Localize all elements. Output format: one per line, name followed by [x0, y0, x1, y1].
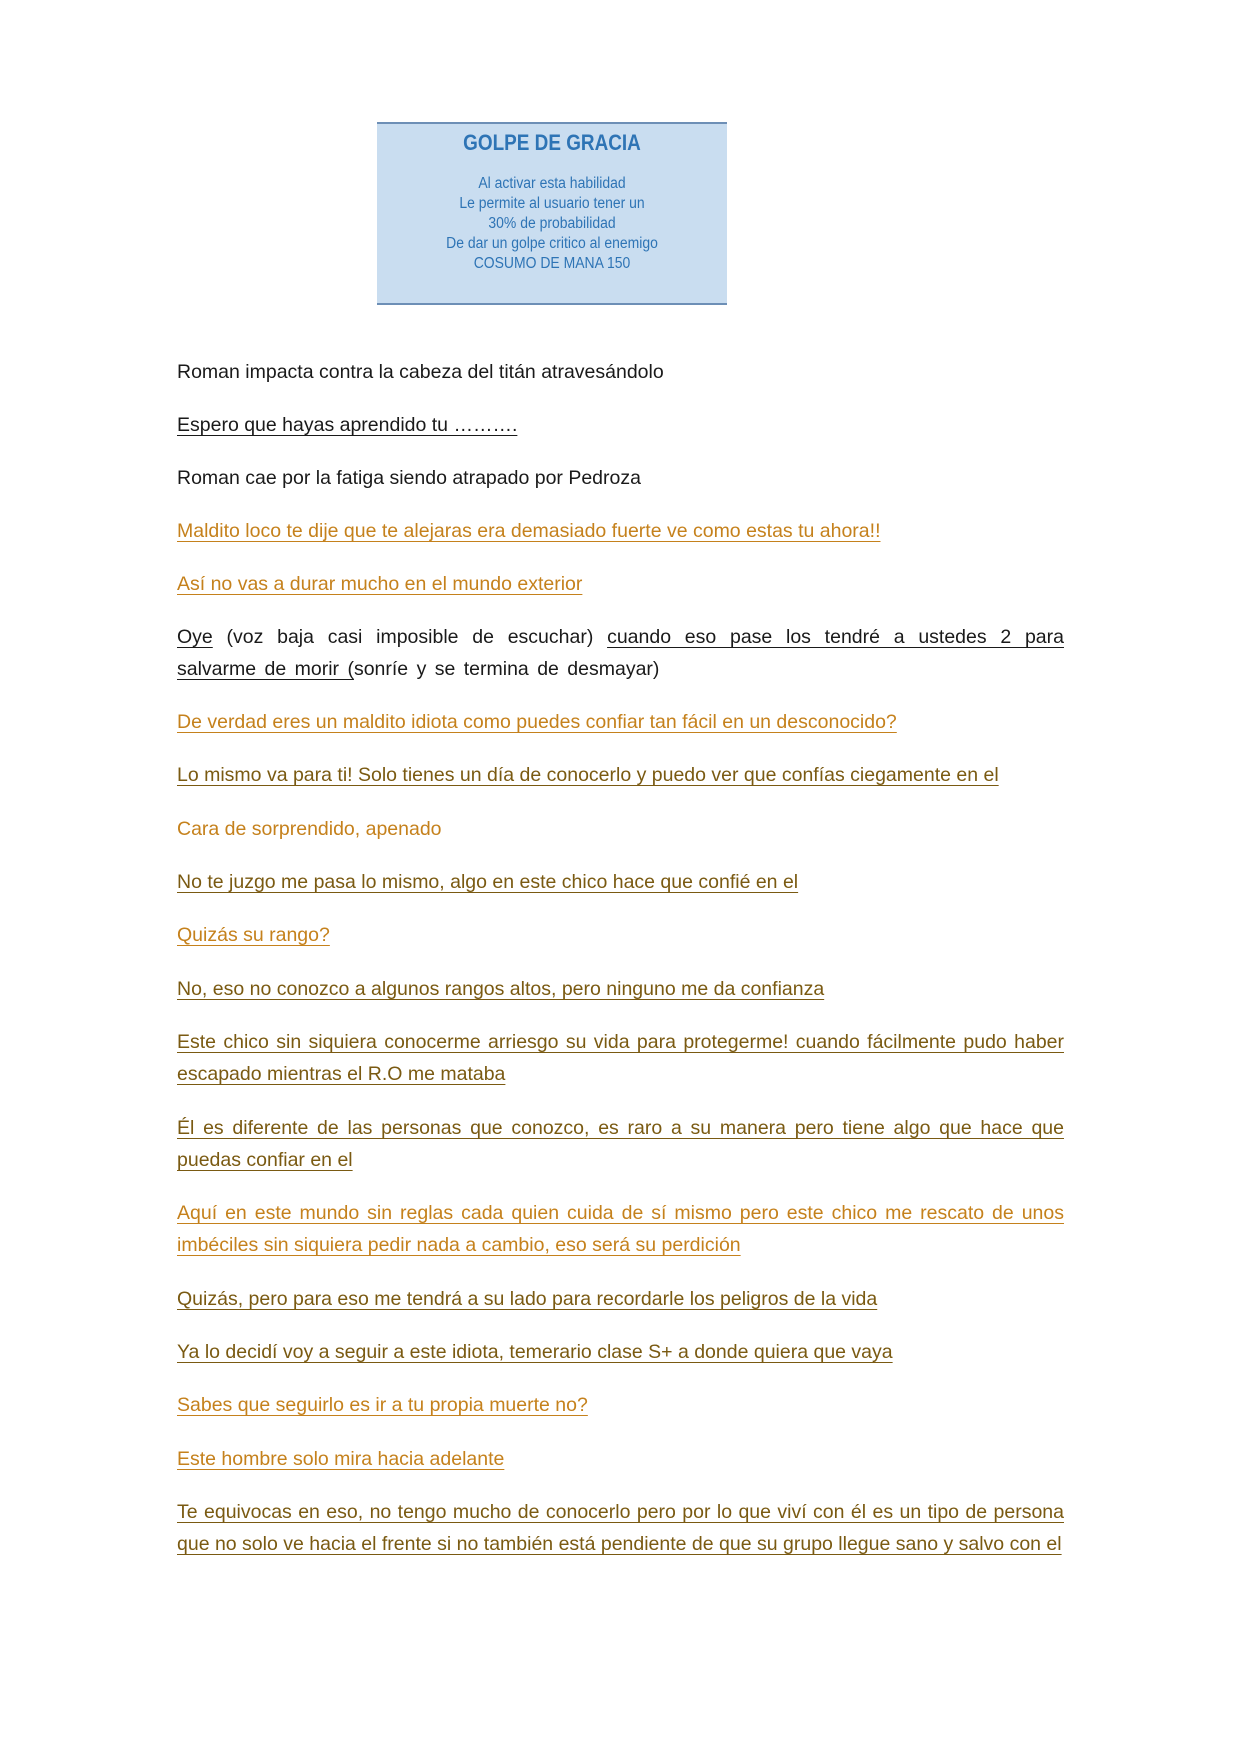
paragraph-dialogue — [177, 973, 1064, 1005]
paragraph-dialogue — [177, 1112, 1064, 1176]
dialogue-text: Sabes que seguirlo es ir a tu propia muerte no? — [177, 1394, 588, 1416]
dialogue-text: Te equivocas en eso, no tengo mucho de conocerlo pero por lo que viví con él es un tipo de persona que no solo ve hacia el frente si no también está pendiente de que su grupo llegue sano y salvo con el — [177, 1501, 1064, 1555]
dialogue-text: Así no vas a durar mucho en el mundo exterior — [177, 573, 583, 595]
dialogue-text: Aquí en este mundo sin reglas cada quien cuida de sí mismo pero este chico me rescato de unos imbéciles sin siquiera pedir nada a cambio, eso será su perdición — [177, 1202, 1064, 1256]
paragraph-narration: Roman impacta contra la cabeza del titán atravesándolo — [177, 361, 664, 383]
skill-line: Al activar esta habilidad — [478, 175, 626, 192]
dialogue-text: Quizás su rango? — [177, 924, 330, 946]
skill-line: 30% de probabilidad — [488, 215, 616, 232]
paragraph-dialogue — [177, 1443, 1064, 1475]
dialogue-text: No, eso no conozco a algunos rangos altos, pero ninguno me da confianza — [177, 978, 825, 1000]
skill-card — [377, 122, 727, 305]
paragraph-dialogue — [177, 866, 1064, 898]
dialogue-text: Este hombre solo mira hacia adelante — [177, 1448, 505, 1470]
paragraph-narration: Roman cae por la fatiga siendo atrapado por Pedroza — [177, 467, 641, 489]
skill-line: Le permite al usuario tener un — [459, 195, 645, 212]
narration-text: sonríe y se termina de desmayar) — [353, 658, 660, 680]
dialogue-text: No te juzgo me pasa lo mismo, algo en este chico hace que confié en el — [177, 871, 799, 893]
paragraph-dialogue — [177, 759, 1064, 791]
paragraph-dialogue — [177, 1336, 1064, 1368]
dialogue-text: Lo mismo va para ti! Solo tienes un día de conocerlo y puedo ver que confías ciegamente en el — [177, 764, 999, 786]
dialogue-text: Ya lo decidí voy a seguir a este idiota, temerario clase S+ a donde quiera que vaya — [177, 1341, 893, 1363]
dialogue-text: Espero que hayas aprendido tu ………. — [177, 414, 518, 436]
paragraph-dialogue — [177, 706, 1064, 738]
dialogue-text: Este chico sin siquiera conocerme arriesgo su vida para protegerme! cuando fácilmente pudo haber escapado mientras el R.O me mataba — [177, 1031, 1064, 1085]
dialogue-text: cuando eso pase los tendré a ustedes 2 para salvarme de morir ( — [177, 626, 1064, 680]
paragraph-mixed — [177, 621, 1064, 685]
skill-line: COSUMO DE MANA 150 — [473, 255, 631, 272]
dialogue-text: Él es diferente de las personas que conozco, es raro a su manera pero tiene algo que hace que puedas confiar en el — [177, 1117, 1064, 1171]
paragraph-dialogue — [177, 1389, 1064, 1421]
paragraph-dialogue — [177, 409, 1064, 441]
dialogue-text: De verdad eres un maldito idiota como puedes confiar tan fácil en un desconocido? — [177, 711, 897, 733]
paragraph-dialogue — [177, 1283, 1064, 1315]
dialogue-text: Oye — [177, 626, 213, 648]
paragraph-dialogue — [177, 919, 1064, 951]
skill-line: De dar un golpe critico al enemigo — [446, 235, 658, 252]
paragraph-dialogue — [177, 568, 1064, 600]
paragraph-dialogue — [177, 1197, 1064, 1261]
paragraph-dialogue — [177, 1496, 1064, 1560]
paragraph-dialogue — [177, 1026, 1064, 1090]
narration-text: (voz baja casi imposible de escuchar) — [212, 626, 608, 648]
dialogue-text: Maldito loco te dije que te alejaras era demasiado fuerte ve como estas tu ahora!! — [177, 520, 881, 542]
skill-description — [377, 174, 727, 274]
paragraph-narration: Cara de sorprendido, apenado — [177, 818, 442, 840]
skill-title: GOLPE DE GRACIA — [463, 130, 641, 155]
paragraph-dialogue — [177, 515, 1064, 547]
dialogue-text: Quizás, pero para eso me tendrá a su lado para recordarle los peligros de la vida — [177, 1288, 878, 1310]
